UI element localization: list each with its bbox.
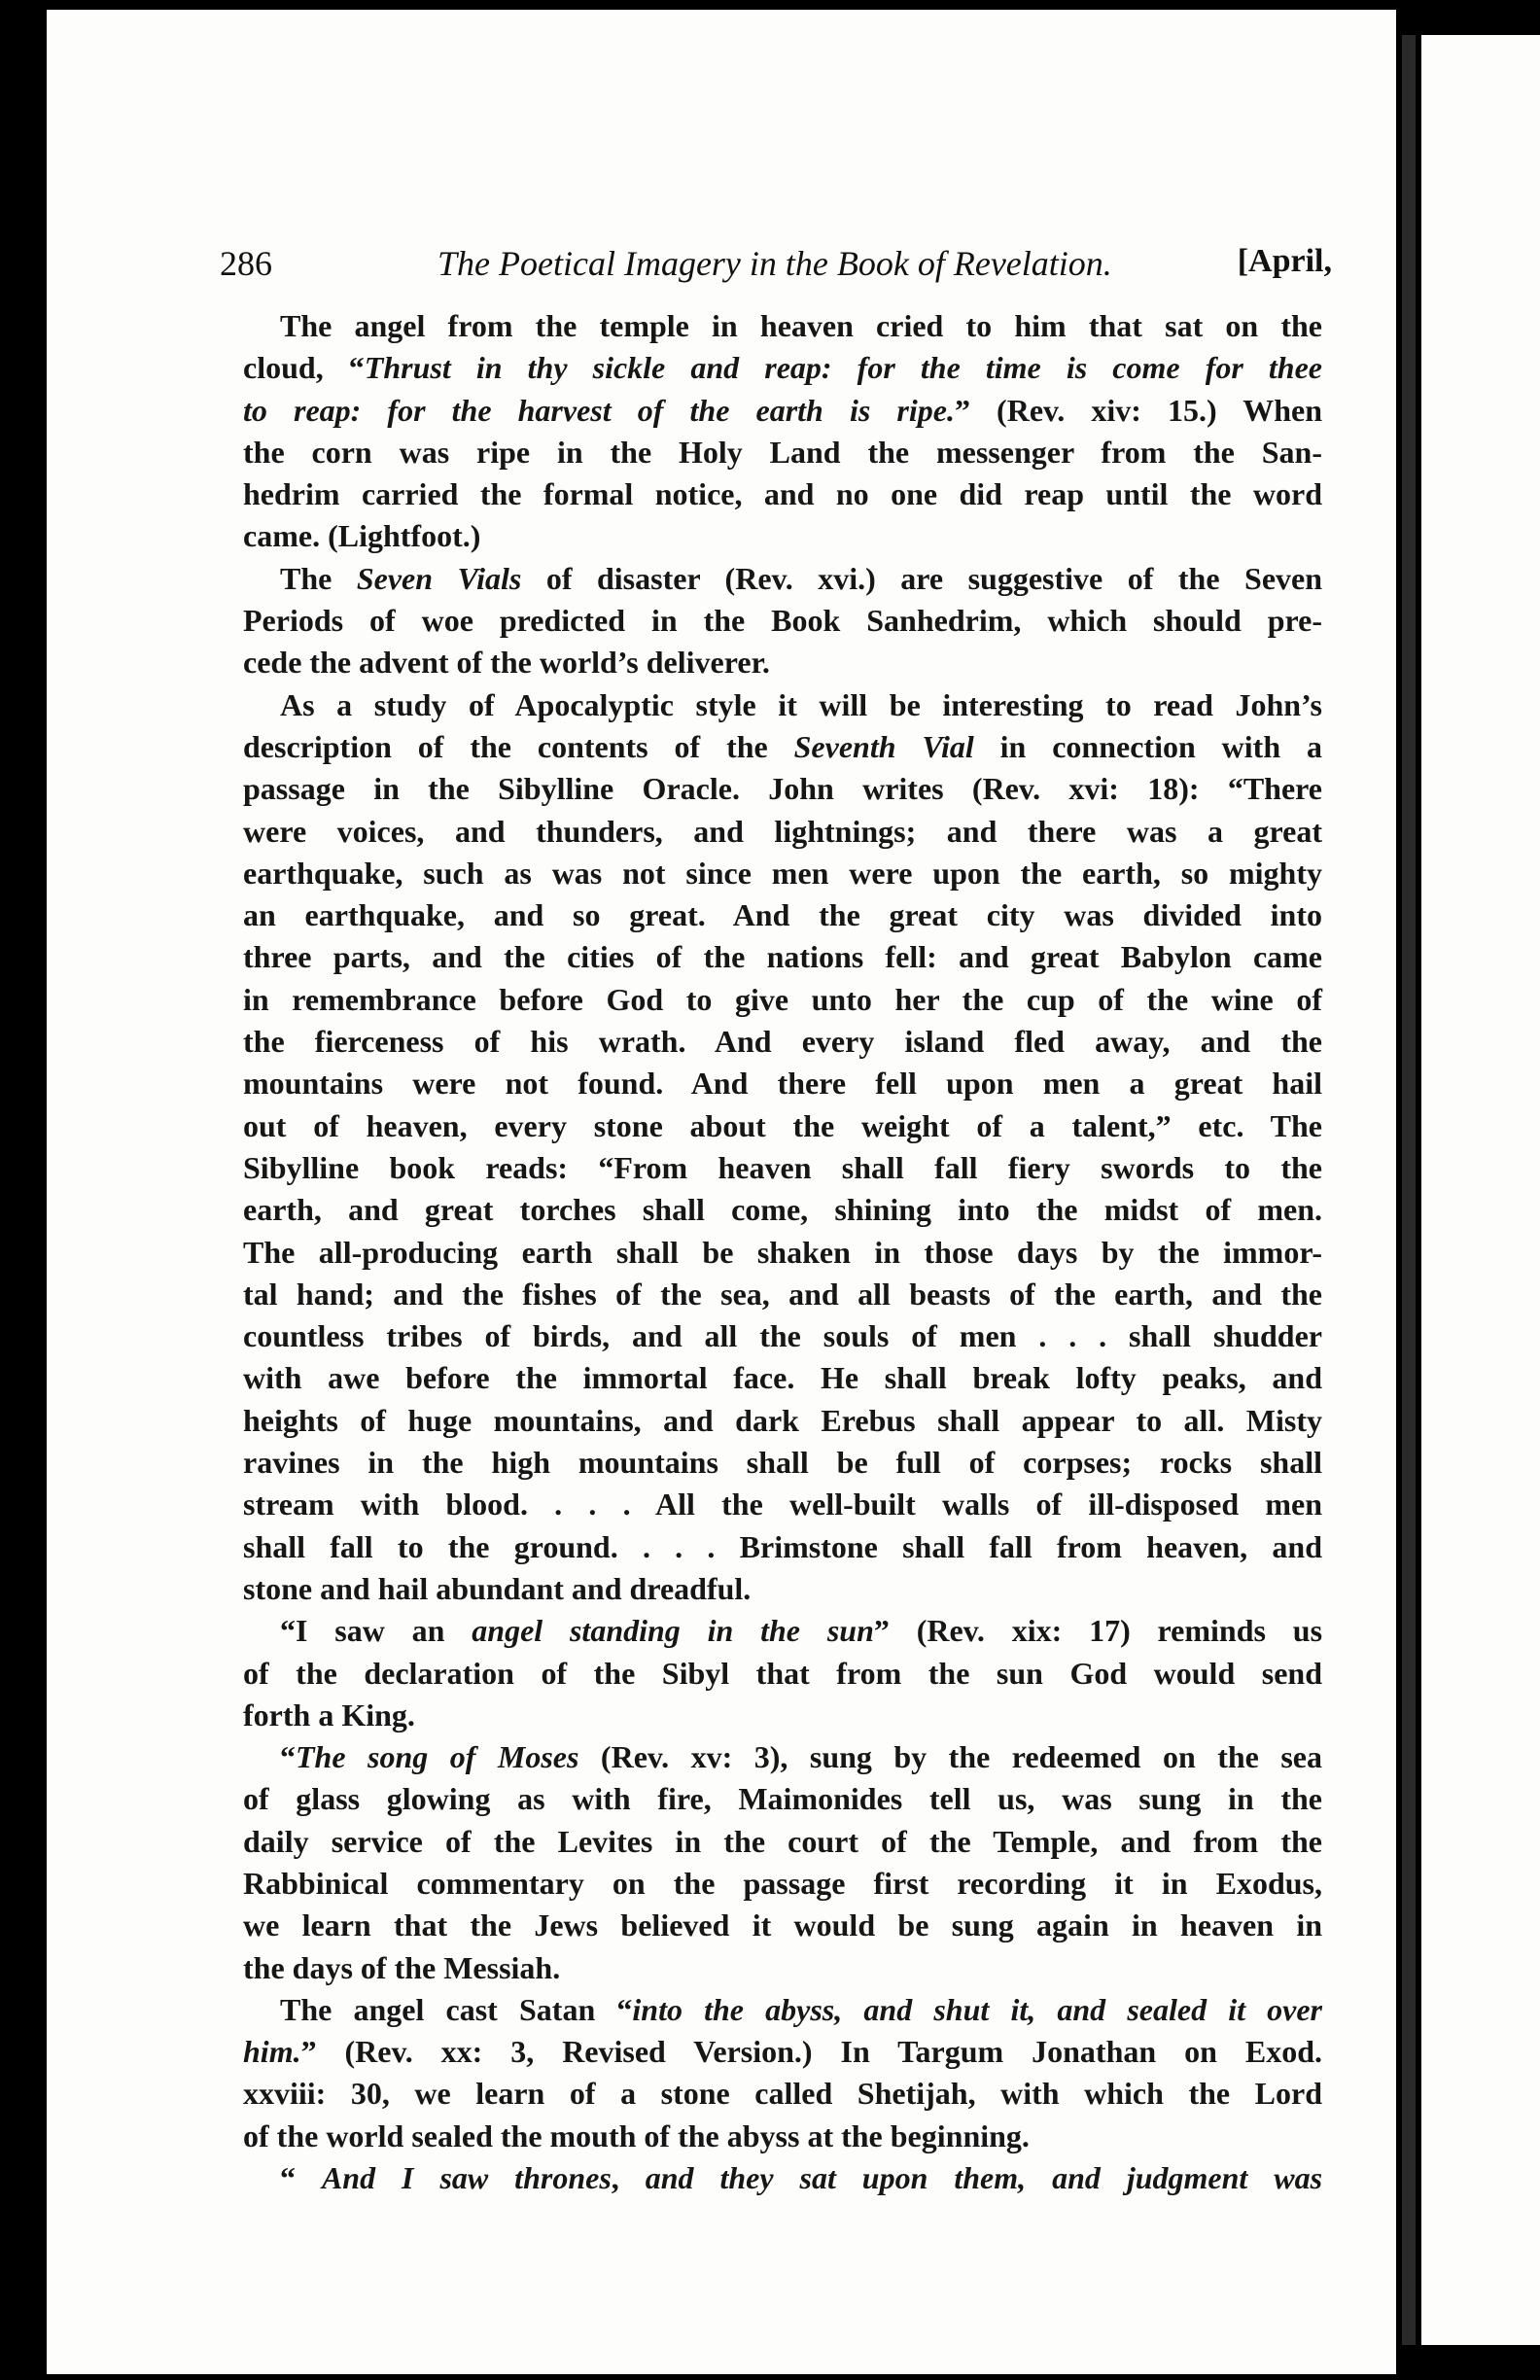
- text-line: [243, 390, 1322, 432]
- text-line: [243, 1947, 1322, 1989]
- italic-phrase: to reap: for the harvest of the earth is ripe.: [243, 392, 955, 428]
- text-line: [243, 1568, 1322, 1610]
- text-line: [243, 1147, 1322, 1189]
- text-line: [243, 1821, 1322, 1863]
- text-run: The: [280, 560, 357, 596]
- text-run: an earthquake, and so great. And the great city was divided into: [243, 897, 1322, 933]
- text-line: [243, 1063, 1322, 1104]
- text-run: of the declaration of the Sibyl that from the sun God would send: [243, 1655, 1322, 1691]
- text-run: xxviii: 30, we learn of a stone called Shetijah, with which the Lord: [243, 2076, 1322, 2112]
- text-run: Periods of woe predicted in the Book Sanhedrim, which should pre-: [243, 603, 1322, 639]
- text-line: [243, 1778, 1322, 1820]
- text-run: ” (Rev. xx: 3, Revised Version.) In Targum Jonathan on Exod.: [300, 2034, 1322, 2070]
- text-run: passage in the Sibylline Oracle. John writes (Rev. xvi: 18): “There: [243, 771, 1322, 807]
- italic-phrase: The song of Moses: [296, 1739, 579, 1775]
- text-run: cede the advent of the world’s deliverer.: [243, 645, 770, 681]
- text-run: the fierceness of his wrath. And every island fled away, and the: [243, 1024, 1322, 1060]
- text-run: Rabbinical commentary on the passage first recording it in Exodus,: [243, 1865, 1322, 1901]
- text-run: daily service of the Levites in the court of the Temple, and from the: [243, 1823, 1322, 1859]
- article-body: [243, 305, 1322, 2199]
- running-title: The Poetical Imagery in the Book of Revelation.: [438, 244, 1112, 283]
- text-line: [243, 305, 1322, 347]
- text-run: ” (Rev. xiv: 15.) When: [954, 392, 1323, 428]
- text-run: shall fall to the ground. . . . Brimstone shall fall from heaven, and: [243, 1528, 1322, 1564]
- text-line: [243, 1232, 1322, 1274]
- text-line: [243, 1736, 1322, 1778]
- text-run: with awe before the immortal face. He shall break lofty peaks, and: [243, 1360, 1322, 1396]
- italic-phrase: And I saw thrones: [321, 2160, 612, 2196]
- text-line: [243, 2157, 1322, 2199]
- text-run: the corn was ripe in the Holy Land the messenger from the San-: [243, 434, 1322, 470]
- text-line: [243, 600, 1322, 642]
- text-line: [243, 1442, 1322, 1484]
- text-line: [243, 558, 1322, 600]
- text-line: [243, 684, 1322, 726]
- text-run: “: [280, 2160, 322, 2196]
- italic-phrase: Seventh Vial: [793, 728, 974, 764]
- journal-page: [47, 10, 1396, 2374]
- text-run: ,: [611, 2160, 646, 2196]
- text-run: forth a King.: [243, 1697, 415, 1732]
- text-run: Sibylline book reads: “From heaven shall fall fiery swords to the: [243, 1149, 1322, 1185]
- text-line: [243, 1105, 1322, 1147]
- text-run: The angel cast Satan “: [280, 1991, 633, 2027]
- italic-phrase: Seven Vials: [356, 560, 522, 596]
- text-line: [243, 642, 1322, 683]
- text-run: ” (Rev. xix: 17) reminds us: [873, 1613, 1323, 1649]
- running-month: [April,: [1237, 243, 1332, 279]
- text-line: [243, 2116, 1322, 2157]
- facing-page-edge: [1421, 35, 1540, 2345]
- text-run: of glass glowing as with fire, Maimonides tell us, was sung in the: [243, 1781, 1322, 1817]
- text-line: [243, 1400, 1322, 1442]
- text-run: three parts, and the cities of the nations fell: and great Babylon came: [243, 939, 1322, 975]
- text-run: earthquake, such as was not since men were upon the earth, so mighty: [243, 855, 1322, 891]
- text-run: in remembrance before God to give unto her the cup of the wine of: [243, 981, 1322, 1017]
- text-line: [243, 1695, 1322, 1736]
- text-run: came. (Lightfoot.): [243, 518, 481, 554]
- text-line: [243, 1989, 1322, 2031]
- text-line: [243, 432, 1322, 473]
- text-run: we learn that the Jews believed it would be sung again in heaven in: [243, 1908, 1322, 1943]
- text-run: out of heaven, every stone about the weight of a talent,” etc. The: [243, 1107, 1322, 1143]
- text-line: [243, 979, 1322, 1021]
- italic-phrase: Thrust in thy sickle and reap: for the time is come for thee: [364, 350, 1323, 386]
- italic-phrase: and they sat upon them, and judgment was: [645, 2160, 1323, 2196]
- text-run: tal hand; and the fishes of the sea, and all beasts of the earth, and the: [243, 1276, 1322, 1312]
- text-line: [243, 853, 1322, 894]
- page-edge-shadow: [1402, 35, 1416, 2345]
- italic-phrase: into the abyss, and shut it, and sealed it over: [632, 1991, 1323, 2027]
- text-run: mountains were not found. And there fell upon men a great hail: [243, 1066, 1322, 1102]
- italic-phrase: angel standing in the sun: [472, 1613, 874, 1649]
- text-run: ravines in the high mountains shall be full of corpses; rocks shall: [243, 1445, 1322, 1481]
- text-line: [243, 2073, 1322, 2115]
- text-run: hedrim carried the formal notice, and no one did reap until the word: [243, 476, 1322, 512]
- text-run: “I saw an: [280, 1613, 472, 1649]
- text-line: [243, 894, 1322, 936]
- text-run: were voices, and thunders, and lightnings; and there was a great: [243, 813, 1322, 849]
- text-line: [243, 1905, 1322, 1946]
- text-run: stream with blood. . . . All the well-built walls of ill-disposed men: [243, 1487, 1322, 1522]
- text-run: in connection with a: [973, 728, 1323, 764]
- text-line: [243, 1610, 1322, 1652]
- text-run: description of the contents of the: [243, 728, 794, 764]
- text-run: of disaster (Rev. xvi.) are suggestive of the Seven: [521, 560, 1323, 596]
- text-line: [243, 1484, 1322, 1525]
- text-run: the days of the Messiah.: [243, 1949, 561, 1985]
- text-line: [243, 1863, 1322, 1905]
- text-line: [243, 768, 1322, 810]
- text-run: The angel from the temple in heaven cried to him that sat on the: [280, 308, 1322, 343]
- text-line: [243, 1526, 1322, 1568]
- text-run: countless tribes of birds, and all the souls of men . . . shall shudder: [243, 1318, 1322, 1354]
- page-number: 286: [220, 244, 272, 283]
- text-line: [243, 515, 1322, 557]
- text-line: [243, 726, 1322, 768]
- text-line: [243, 1357, 1322, 1399]
- text-run: heights of huge mountains, and dark Erebus shall appear to all. Misty: [243, 1402, 1322, 1438]
- text-run: stone and hail abundant and dreadful.: [243, 1570, 752, 1606]
- text-run: (Rev. xv: 3), sung by the redeemed on the sea: [578, 1739, 1323, 1775]
- text-line: [243, 347, 1322, 389]
- text-line: [243, 473, 1322, 515]
- text-line: [243, 1189, 1322, 1231]
- text-line: [243, 1315, 1322, 1357]
- text-run: of the world sealed the mouth of the abyss at the beginning.: [243, 2118, 1030, 2153]
- text-run: earth, and great torches shall come, shining into the midst of men.: [243, 1192, 1322, 1228]
- italic-phrase: him.: [243, 2034, 301, 2070]
- text-line: [243, 1653, 1322, 1695]
- text-line: [243, 1274, 1322, 1315]
- text-run: As a study of Apocalyptic style it will be interesting to read John’s: [280, 686, 1322, 722]
- text-run: cloud, “: [243, 350, 365, 386]
- text-line: [243, 2031, 1322, 2073]
- text-line: [243, 1021, 1322, 1063]
- text-line: [243, 936, 1322, 978]
- text-run: “: [280, 1739, 296, 1775]
- text-line: [243, 811, 1322, 853]
- text-run: The all-producing earth shall be shaken in those days by the immor-: [243, 1234, 1322, 1270]
- running-head: [220, 243, 1332, 286]
